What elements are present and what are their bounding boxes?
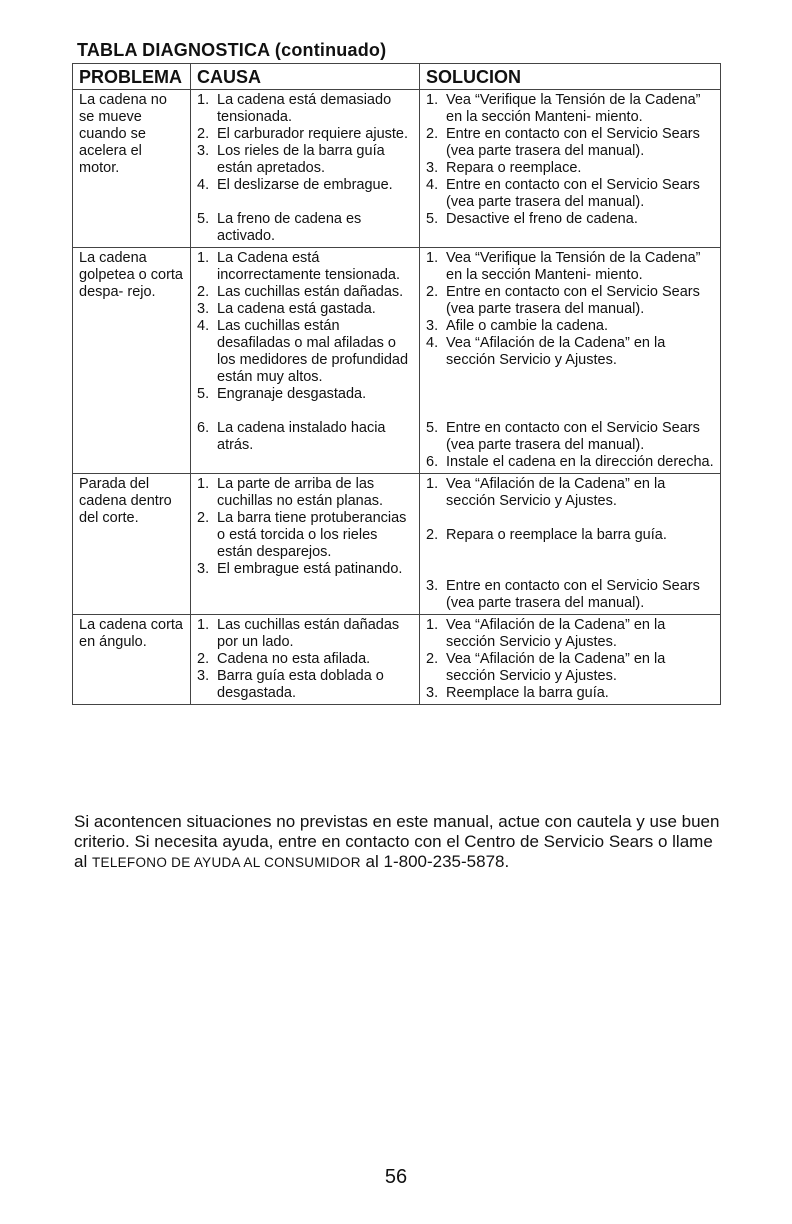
- problem-text: Parada del cadena dentro del corte.: [79, 476, 172, 526]
- solution-item: [426, 420, 716, 454]
- problem-cell: [73, 248, 191, 474]
- item-number: 1.: [426, 250, 439, 266]
- item-number: 1.: [426, 476, 439, 492]
- solution-item: [426, 578, 716, 612]
- item-text: Vea “Afilación de la Cadena” en la sección Servicio y Ajustes.: [446, 617, 666, 650]
- cause-item: [197, 476, 415, 510]
- item-text: Reemplace la barra guía.: [446, 685, 609, 701]
- item-number: 1.: [426, 617, 439, 633]
- solution-item: [426, 527, 716, 544]
- cause-cell: [191, 615, 420, 705]
- page-title: TABLA DIAGNOSTICA (continuado): [77, 40, 387, 60]
- item-number: 5.: [197, 211, 210, 227]
- item-number: 4.: [426, 177, 439, 193]
- item-number: 3.: [197, 668, 210, 684]
- item-text: Vea “Afilación de la Cadena” en la sección Servicio y Ajustes.: [446, 476, 666, 509]
- item-number: 4.: [197, 318, 210, 334]
- item-text: El carburador requiere ajuste.: [217, 126, 409, 142]
- cause-item: [197, 651, 415, 668]
- solution-item: [426, 284, 716, 318]
- solution-item: [426, 318, 716, 335]
- solution-item: [426, 335, 716, 369]
- item-number: 3.: [426, 160, 439, 176]
- item-number: 1.: [197, 250, 210, 266]
- footer-note: [74, 812, 724, 873]
- item-text: Las cuchillas están dañadas.: [217, 284, 404, 300]
- item-number: 5.: [197, 386, 210, 402]
- item-text: Entre en contacto con el Servicio Sears (vea parte trasera del manual).: [446, 284, 700, 317]
- item-text: Entre en contacto con el Servicio Sears (vea parte trasera del manual).: [446, 578, 700, 611]
- cause-item: [197, 177, 415, 194]
- item-text: La barra tiene protuberancias o está torcida o los rieles están desparejos.: [217, 510, 407, 560]
- cause-item: [197, 420, 415, 454]
- solution-item: [426, 126, 716, 160]
- item-number: 4.: [197, 177, 210, 193]
- item-text: La Cadena está incorrectamente tensionada.: [217, 250, 400, 283]
- table-row: [73, 474, 721, 615]
- item-number: 6.: [197, 420, 210, 436]
- item-number: 6.: [426, 454, 439, 470]
- problem-text: La cadena golpetea o corta despa- rejo.: [79, 250, 183, 300]
- item-text: Cadena no esta afilada.: [217, 651, 371, 667]
- item-text: Desactive el freno de cadena.: [446, 211, 638, 227]
- item-text: Vea “Verifique la Tensión de la Cadena” en la sección Manteni- miento.: [446, 92, 701, 125]
- solution-item: [426, 177, 716, 211]
- item-text: Las cuchillas están dañadas por un lado.: [217, 617, 400, 650]
- item-text: Repara o reemplace.: [446, 160, 582, 176]
- item-number: 1.: [197, 617, 210, 633]
- cause-item: [197, 250, 415, 284]
- cause-item: [197, 510, 415, 561]
- cause-item: [197, 284, 415, 301]
- cause-cell: [191, 90, 420, 248]
- solution-item: [426, 160, 716, 177]
- item-text: Las cuchillas están desafiladas o mal afiladas o los medidores de profundidad están muy altos.: [217, 318, 409, 385]
- cause-cell: [191, 248, 420, 474]
- item-number: 5.: [426, 420, 439, 436]
- item-number: 2.: [197, 126, 210, 142]
- problem-cell: [73, 474, 191, 615]
- solution-cell: [420, 248, 721, 474]
- item-text: Engranaje desgastada.: [217, 386, 367, 402]
- header-problema: PROBLEMA: [73, 64, 191, 90]
- cause-item: [197, 126, 415, 143]
- item-number: 3.: [426, 685, 439, 701]
- item-text: Barra guía esta doblada o desgastada.: [217, 668, 384, 701]
- item-text: El deslizarse de embrague.: [217, 177, 393, 193]
- item-number: 1.: [197, 92, 210, 108]
- cause-item: [197, 386, 415, 403]
- item-number: 3.: [197, 143, 210, 159]
- footer-phone: al 1-800-235-5878.: [360, 852, 510, 871]
- item-number: 5.: [426, 211, 439, 227]
- cause-cell: [191, 474, 420, 615]
- solution-item: [426, 476, 716, 510]
- cause-item: [197, 92, 415, 126]
- table-row: [73, 90, 721, 248]
- cause-item: [197, 211, 415, 245]
- solution-cell: [420, 90, 721, 248]
- item-number: 2.: [426, 527, 439, 543]
- item-text: Vea “Verifique la Tensión de la Cadena” en la sección Manteni- miento.: [446, 250, 701, 283]
- item-number: 1.: [197, 476, 210, 492]
- item-number: 2.: [426, 126, 439, 142]
- table-row: [73, 615, 721, 705]
- solution-item: [426, 92, 716, 126]
- solution-item: [426, 454, 716, 471]
- item-text: La cadena instalado hacia atrás.: [217, 420, 386, 453]
- footer-text: Si acontencen situaciones no previstas en este manual, actue con cautela y use buen criterio. Si necesita ayuda, entre en contacto con el Centro de Servicio Sears o llame al: [74, 812, 720, 871]
- solution-item: [426, 617, 716, 651]
- solution-cell: [420, 474, 721, 615]
- solution-item: [426, 211, 716, 228]
- solution-cell: [420, 615, 721, 705]
- item-number: 2.: [426, 284, 439, 300]
- solution-item: [426, 685, 716, 702]
- item-text: Afile o cambie la cadena.: [446, 318, 609, 334]
- solution-item: [426, 651, 716, 685]
- item-text: Entre en contacto con el Servicio Sears (vea parte trasera del manual).: [446, 177, 700, 210]
- cause-item: [197, 318, 415, 386]
- problem-text: La cadena corta en ángulo.: [79, 617, 183, 650]
- page-number: 56: [384, 1166, 408, 1188]
- item-number: 3.: [197, 301, 210, 317]
- item-text: La freno de cadena es activado.: [217, 211, 362, 244]
- item-text: La cadena está gastada.: [217, 301, 376, 317]
- item-number: 2.: [197, 651, 210, 667]
- item-text: Los rieles de la barra guía están apretados.: [217, 143, 385, 176]
- item-number: 2.: [197, 284, 210, 300]
- cause-item: [197, 301, 415, 318]
- item-number: 4.: [426, 335, 439, 351]
- item-text: Entre en contacto con el Servicio Sears (vea parte trasera del manual).: [446, 126, 700, 159]
- item-text: Vea “Afilación de la Cadena” en la sección Servicio y Ajustes.: [446, 335, 666, 368]
- item-text: Instale el cadena en la dirección derecha.: [446, 454, 714, 470]
- header-solucion: SOLUCION: [420, 64, 721, 90]
- item-number: 3.: [197, 561, 210, 577]
- item-number: 2.: [197, 510, 210, 526]
- table-header-row: [73, 64, 721, 90]
- item-text: Vea “Afilación de la Cadena” en la sección Servicio y Ajustes.: [446, 651, 666, 684]
- cause-item: [197, 143, 415, 177]
- item-number: 1.: [426, 92, 439, 108]
- footer-phone-label: TELEFONO DE AYUDA AL CONSUMIDOR: [91, 855, 361, 870]
- problem-cell: [73, 90, 191, 248]
- table-row: [73, 248, 721, 474]
- cause-item: [197, 561, 415, 578]
- cause-item: [197, 617, 415, 651]
- problem-cell: [73, 615, 191, 705]
- item-number: 3.: [426, 318, 439, 334]
- item-number: 2.: [426, 651, 439, 667]
- cause-item: [197, 668, 415, 702]
- problem-text: La cadena no se mueve cuando se acelera el motor.: [79, 92, 167, 176]
- item-number: 3.: [426, 578, 439, 594]
- solution-item: [426, 250, 716, 284]
- item-text: Entre en contacto con el Servicio Sears (vea parte trasera del manual).: [446, 420, 700, 453]
- item-text: La cadena está demasiado tensionada.: [217, 92, 392, 125]
- diagnostic-table: [72, 63, 721, 705]
- item-text: Repara o reemplace la barra guía.: [446, 527, 667, 543]
- item-text: El embrague está patinando.: [217, 561, 403, 577]
- item-text: La parte de arriba de las cuchillas no están planas.: [217, 476, 384, 509]
- header-causa: CAUSA: [191, 64, 420, 90]
